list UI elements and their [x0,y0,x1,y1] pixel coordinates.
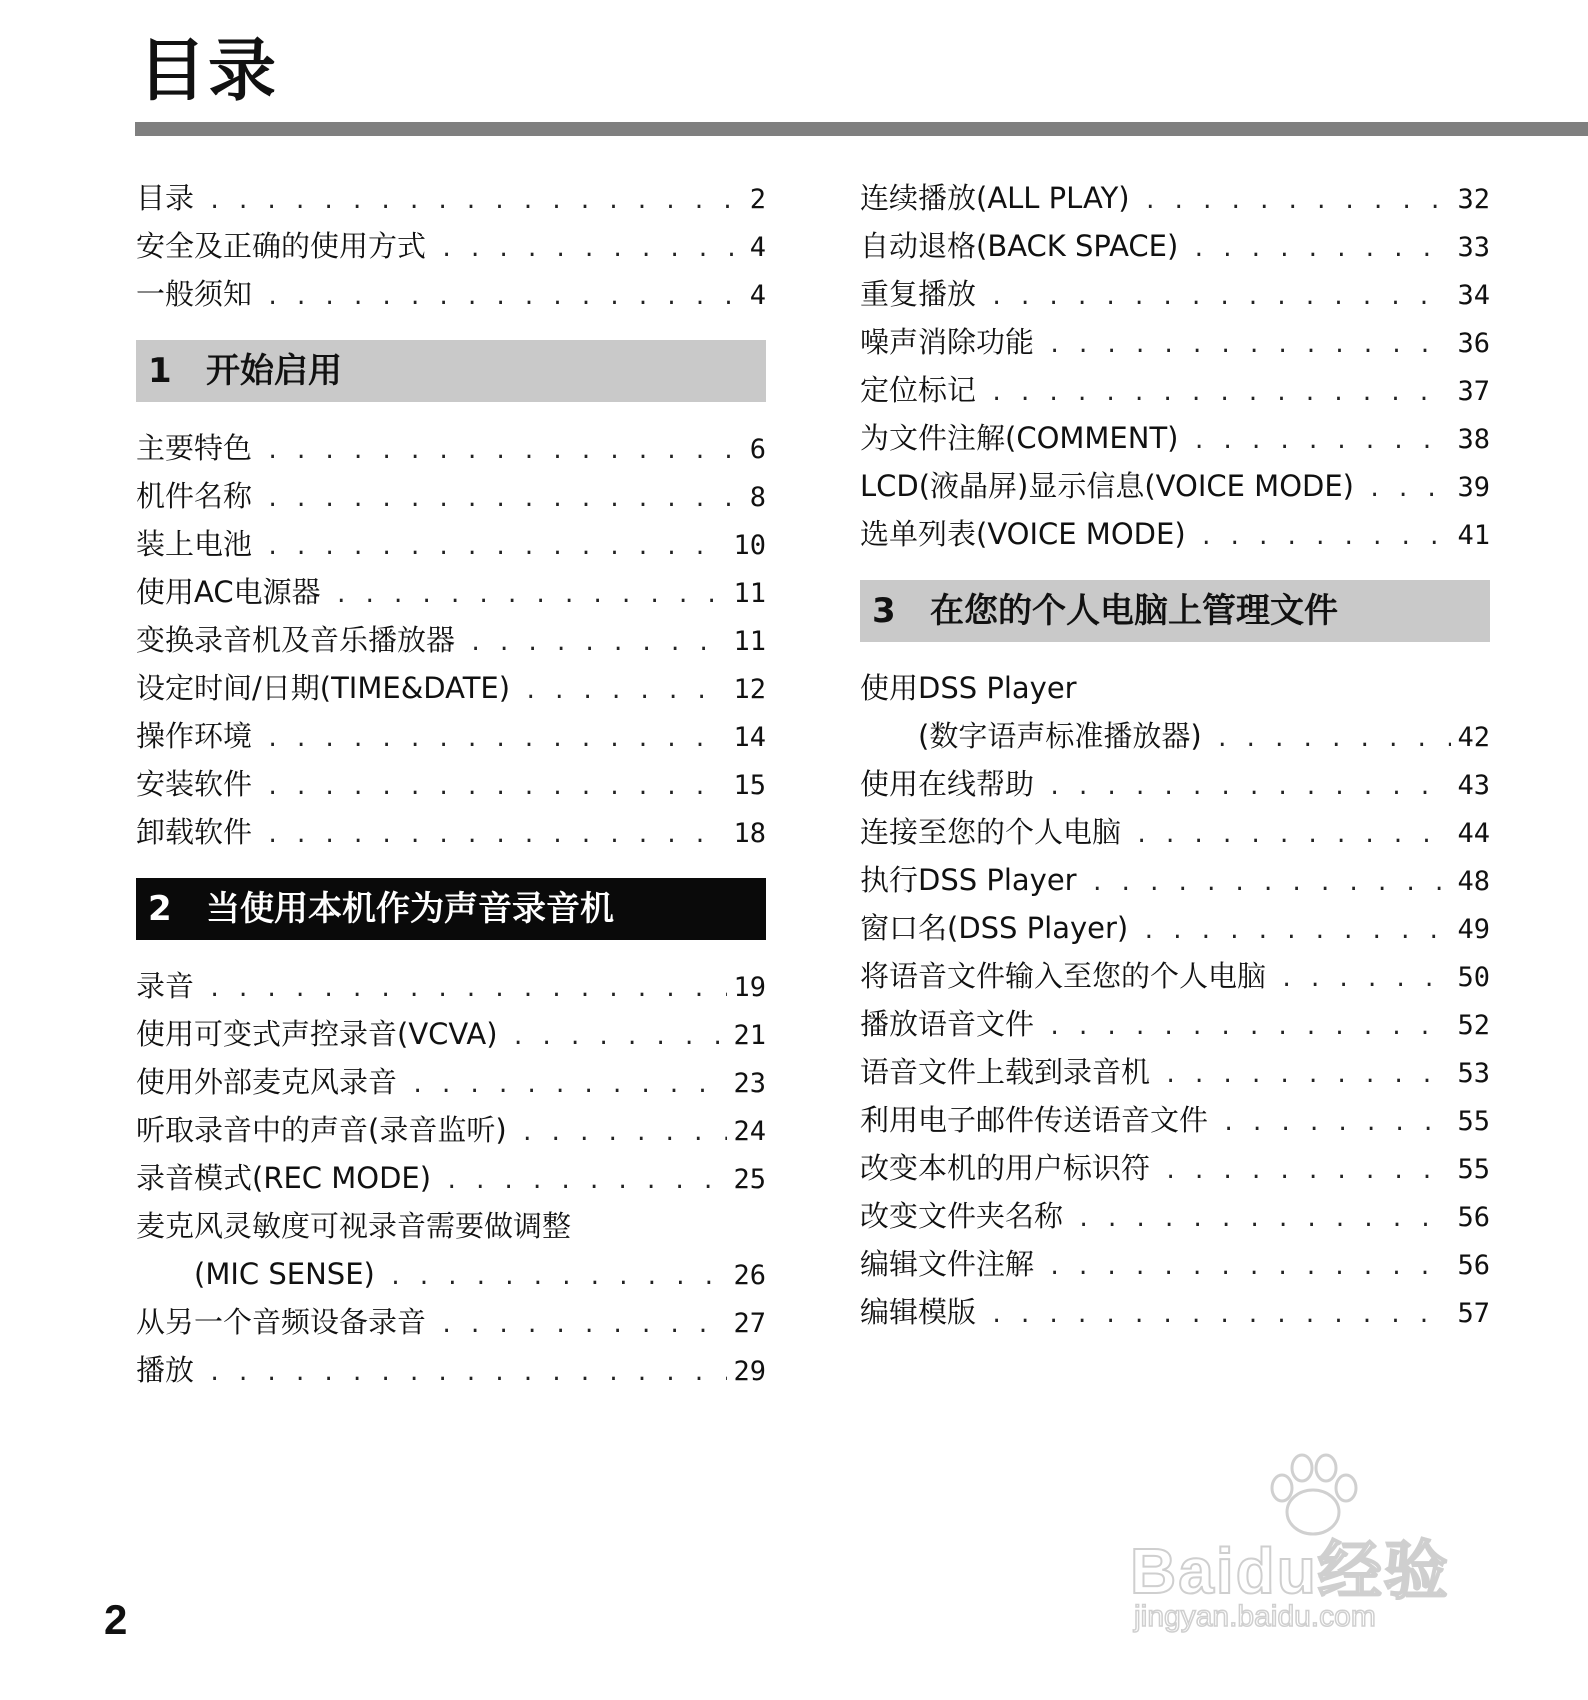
toc-entry[interactable]: 连接至您的个人电脑 . . . 44 [860,808,1490,856]
toc-entry-multiline-head[interactable]: 麦克风灵敏度可视录音需要做调整 [136,1209,572,1243]
toc-entry-safety[interactable]: 安全及正确的使用方式 . . . 4 [136,222,766,270]
section-header-2[interactable]: 2 当使用本机作为声音录音机 [136,878,766,940]
toc-right-column [860,174,1490,1336]
baidu-watermark [1120,1450,1520,1633]
page-title: 目录 [138,32,279,111]
toc-entry[interactable]: 重复播放 . . . 34 [860,270,1490,318]
title-rule [135,122,1588,136]
toc-entry-contents[interactable]: 目录 . . . 2 [136,174,766,222]
toc-entry[interactable]: 装上电池 . . . 10 [136,520,766,568]
toc-entry[interactable]: 改变本机的用户标识符 . . . 55 [860,1144,1490,1192]
section-header-3[interactable]: 3 在您的个人电脑上管理文件 [860,580,1490,642]
toc-entry[interactable]: 定位标记 . . . 37 [860,366,1490,414]
toc-entry[interactable]: 机件名称 . . . 8 [136,472,766,520]
toc-entry[interactable]: 改变文件夹名称 . . . 56 [860,1192,1490,1240]
toc-entry[interactable]: 安装软件 . . . 15 [136,760,766,808]
toc-entry[interactable]: 窗口名(DSS Player) . . . 49 [860,904,1490,952]
section-header-1[interactable]: 1 开始启用 [136,340,766,402]
toc-entry[interactable]: 使用可变式声控录音(VCVA) . . . 21 [136,1010,766,1058]
toc-entry[interactable]: 语音文件上载到录音机 . . . 53 [860,1048,1490,1096]
toc-entry[interactable]: 听取录音中的声音(录音监听) . . . 24 [136,1106,766,1154]
toc-entry-general-notes[interactable]: 一般须知 . . . 4 [136,270,766,318]
watermark-brand: Baidu经验 [1130,1535,1450,1607]
toc-entry[interactable]: 编辑模版 . . . 57 [860,1288,1490,1336]
toc-entry-multiline-tail[interactable]: (数字语声标准播放器) . . . 42 [860,712,1490,760]
toc-entry[interactable]: 操作环境 . . . 14 [136,712,766,760]
watermark-url: jingyan.baidu.com [1134,1600,1376,1633]
toc-left-column [136,174,766,1394]
toc-entry[interactable]: 主要特色 . . . 6 [136,424,766,472]
toc-entry[interactable]: 利用电子邮件传送语音文件 . . . 55 [860,1096,1490,1144]
toc-entry[interactable]: 设定时间/日期(TIME&DATE) . . . 12 [136,664,766,712]
toc-entry[interactable]: 为文件注解(COMMENT) . . . 38 [860,414,1490,462]
toc-entry[interactable]: 播放 . . . 29 [136,1346,766,1394]
toc-entry[interactable]: 连续播放(ALL PLAY) . . . 32 [860,174,1490,222]
toc-entry[interactable]: 变换录音机及音乐播放器 . . . 11 [136,616,766,664]
toc-entry[interactable]: 编辑文件注解 . . . 56 [860,1240,1490,1288]
toc-entry[interactable]: 自动退格(BACK SPACE) . . . 33 [860,222,1490,270]
toc-entry-multiline-head[interactable]: 使用DSS Player [860,671,1077,705]
toc-entry[interactable]: 录音模式(REC MODE) . . . 25 [136,1154,766,1202]
toc-entry[interactable]: 噪声消除功能 . . . 36 [860,318,1490,366]
toc-entry[interactable]: 将语音文件输入至您的个人电脑 . . . 50 [860,952,1490,1000]
toc-entry[interactable]: 选单列表(VOICE MODE) . . . 41 [860,510,1490,558]
page-number: 2 [104,1596,128,1643]
toc-entry[interactable]: 使用外部麦克风录音 . . . 23 [136,1058,766,1106]
toc-entry[interactable]: 录音 . . . 19 [136,962,766,1010]
toc-entry-multiline-tail[interactable]: (MIC SENSE) . . . 26 [136,1250,766,1298]
toc-entry[interactable]: LCD(液晶屏)显示信息(VOICE MODE) . . . 39 [860,462,1490,510]
toc-entry[interactable]: 执行DSS Player . . . 48 [860,856,1490,904]
toc-entry[interactable]: 播放语音文件 . . . 52 [860,1000,1490,1048]
toc-entry[interactable]: 从另一个音频设备录音 . . . 27 [136,1298,766,1346]
toc-entry[interactable]: 使用在线帮助 . . . 43 [860,760,1490,808]
toc-entry[interactable]: 使用AC电源器 . . . 11 [136,568,766,616]
toc-entry[interactable]: 卸载软件 . . . 18 [136,808,766,856]
